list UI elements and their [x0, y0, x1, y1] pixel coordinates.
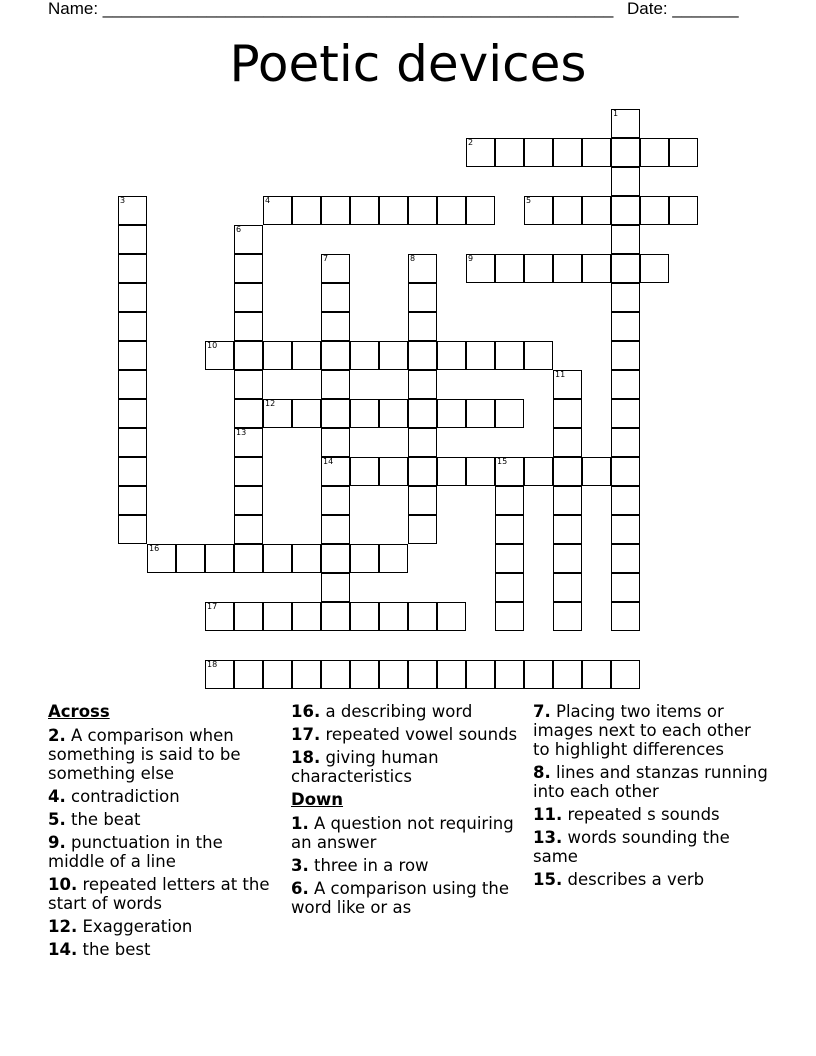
grid-cell[interactable]	[524, 341, 553, 370]
grid-cell[interactable]	[350, 544, 379, 573]
grid-cell[interactable]	[234, 399, 263, 428]
grid-cell[interactable]	[611, 254, 640, 283]
grid-cell[interactable]	[263, 399, 292, 428]
grid-cell[interactable]	[408, 486, 437, 515]
grid-cell[interactable]	[495, 341, 524, 370]
clue-across: 10. repeated letters at the start of words	[48, 875, 270, 913]
grid-cell[interactable]	[321, 196, 350, 225]
grid-cell[interactable]	[611, 109, 640, 138]
grid-cell[interactable]	[263, 602, 292, 631]
grid-cell[interactable]	[321, 341, 350, 370]
clues-column-3	[533, 702, 769, 893]
grid-cell[interactable]	[408, 196, 437, 225]
clue-number: 2	[468, 138, 474, 147]
grid-cell[interactable]	[379, 457, 408, 486]
clue-down: 11. repeated s sounds	[533, 805, 720, 824]
clue-down: 13. words sounding the same	[533, 828, 730, 866]
clue-down: 7. Placing two items or images next to each other to highlight differences	[533, 702, 751, 759]
grid-cell[interactable]	[234, 660, 263, 689]
grid-cell[interactable]	[495, 138, 524, 167]
grid-cell[interactable]	[205, 602, 234, 631]
grid-cell[interactable]	[234, 283, 263, 312]
grid-cell[interactable]	[437, 196, 466, 225]
grid-cell[interactable]	[321, 254, 350, 283]
grid-cell[interactable]	[437, 660, 466, 689]
grid-cell[interactable]	[379, 660, 408, 689]
grid-cell[interactable]	[205, 544, 234, 573]
grid-cell[interactable]	[553, 660, 582, 689]
grid-cell[interactable]	[466, 196, 495, 225]
clue-number: 9	[468, 254, 474, 263]
clue-across: 16. a describing word	[291, 702, 473, 721]
grid-cell[interactable]	[611, 196, 640, 225]
clue-across: 5. the beat	[48, 810, 141, 829]
grid-cell[interactable]	[263, 196, 292, 225]
grid-cell[interactable]	[553, 457, 582, 486]
grid-cell[interactable]	[553, 486, 582, 515]
grid-cell[interactable]	[118, 486, 147, 515]
name-field: Name: ______________________________________________________	[48, 0, 614, 18]
grid-cell[interactable]	[466, 341, 495, 370]
grid-cell[interactable]	[321, 312, 350, 341]
grid-cell[interactable]	[292, 399, 321, 428]
grid-cell[interactable]	[466, 254, 495, 283]
grid-cell[interactable]	[379, 196, 408, 225]
grid-cell[interactable]	[234, 370, 263, 399]
grid-cell[interactable]	[292, 544, 321, 573]
clue-down: 3. three in a row	[291, 856, 429, 875]
grid-cell[interactable]	[553, 573, 582, 602]
date-field: Date: _______	[627, 0, 739, 18]
grid-cell[interactable]	[234, 254, 263, 283]
grid-cell[interactable]	[408, 660, 437, 689]
grid-cell[interactable]	[611, 428, 640, 457]
grid-cell[interactable]	[553, 370, 582, 399]
grid-cell[interactable]	[640, 254, 669, 283]
grid-cell[interactable]	[437, 399, 466, 428]
clue-across: 4. contradiction	[48, 787, 180, 806]
grid-cell[interactable]	[524, 138, 553, 167]
grid-cell[interactable]	[350, 660, 379, 689]
grid-cell[interactable]	[321, 602, 350, 631]
grid-cell[interactable]	[437, 457, 466, 486]
grid-cell[interactable]	[263, 660, 292, 689]
grid-cell[interactable]	[118, 457, 147, 486]
grid-cell[interactable]	[234, 341, 263, 370]
grid-cell[interactable]	[611, 167, 640, 196]
grid-cell[interactable]	[553, 138, 582, 167]
clue-down: 15. describes a verb	[533, 870, 705, 889]
grid-cell[interactable]	[118, 341, 147, 370]
clue-down: 8. lines and stanzas running into each other	[533, 763, 768, 801]
clue-number: 5	[526, 196, 532, 205]
grid-cell[interactable]	[408, 515, 437, 544]
clue-number: 17	[207, 602, 218, 611]
grid-cell[interactable]	[350, 602, 379, 631]
grid-cell[interactable]	[611, 573, 640, 602]
grid-cell[interactable]	[118, 312, 147, 341]
grid-cell[interactable]	[118, 196, 147, 225]
clue-number: 8	[410, 254, 416, 263]
grid-cell[interactable]	[553, 399, 582, 428]
clue-across: 14. the best	[48, 940, 151, 959]
grid-cell[interactable]	[321, 486, 350, 515]
clues-column-2	[291, 702, 527, 921]
grid-cell[interactable]	[495, 544, 524, 573]
grid-cell[interactable]	[495, 602, 524, 631]
clue-number: 3	[120, 196, 126, 205]
clue-number: 16	[149, 544, 160, 553]
grid-cell[interactable]	[495, 515, 524, 544]
grid-cell[interactable]	[640, 196, 669, 225]
page-title: Poetic devices	[229, 35, 587, 93]
grid-cell[interactable]	[553, 515, 582, 544]
grid-cell[interactable]	[118, 399, 147, 428]
grid-cell[interactable]	[582, 138, 611, 167]
grid-cell[interactable]	[524, 660, 553, 689]
grid-cell[interactable]	[553, 602, 582, 631]
grid-cell[interactable]	[292, 602, 321, 631]
grid-cell[interactable]	[350, 341, 379, 370]
grid-cell[interactable]	[263, 544, 292, 573]
clue-number: 18	[207, 660, 218, 669]
grid-cell[interactable]	[321, 573, 350, 602]
clue-number: 14	[323, 457, 334, 466]
grid-cell[interactable]	[611, 312, 640, 341]
grid-cell[interactable]	[437, 602, 466, 631]
grid-cell[interactable]	[408, 283, 437, 312]
grid-cell[interactable]	[234, 515, 263, 544]
grid-cell[interactable]	[321, 399, 350, 428]
grid-cell[interactable]	[321, 544, 350, 573]
clue-number: 13	[236, 428, 247, 437]
grid-cell[interactable]	[321, 457, 350, 486]
grid-cell[interactable]	[321, 370, 350, 399]
clue-number: 7	[323, 254, 329, 263]
grid-cell[interactable]	[553, 544, 582, 573]
grid-cell[interactable]	[611, 544, 640, 573]
clue-number: 1	[613, 109, 619, 118]
grid-cell[interactable]	[611, 341, 640, 370]
grid-cell[interactable]	[611, 370, 640, 399]
grid-cell[interactable]	[205, 341, 234, 370]
grid-cell[interactable]	[292, 660, 321, 689]
clue-down: 1. A question not requiring an answer	[291, 814, 514, 852]
grid-cell[interactable]	[466, 138, 495, 167]
grid-cell[interactable]	[321, 660, 350, 689]
grid-cell[interactable]	[147, 544, 176, 573]
grid-cell[interactable]	[234, 602, 263, 631]
grid-cell[interactable]	[408, 457, 437, 486]
grid-cell[interactable]	[205, 660, 234, 689]
grid-cell[interactable]	[408, 602, 437, 631]
grid-cell[interactable]	[582, 457, 611, 486]
grid-cell[interactable]	[118, 283, 147, 312]
grid-cell[interactable]	[379, 399, 408, 428]
grid-cell[interactable]	[495, 254, 524, 283]
grid-cell[interactable]	[176, 544, 205, 573]
grid-cell[interactable]	[524, 457, 553, 486]
grid-cell[interactable]	[466, 457, 495, 486]
grid-cell[interactable]	[611, 225, 640, 254]
grid-cell[interactable]	[321, 428, 350, 457]
grid-cell[interactable]	[611, 138, 640, 167]
grid-cell[interactable]	[321, 283, 350, 312]
grid-cell[interactable]	[437, 341, 466, 370]
clue-across: 2. A comparison when something is said to be something else	[48, 726, 241, 783]
grid-cell[interactable]	[553, 428, 582, 457]
grid-cell[interactable]	[379, 602, 408, 631]
grid-cell[interactable]	[582, 660, 611, 689]
grid-cell[interactable]	[118, 428, 147, 457]
grid-cell[interactable]	[611, 515, 640, 544]
grid-cell[interactable]	[611, 457, 640, 486]
grid-cell[interactable]	[669, 196, 698, 225]
grid-cell[interactable]	[495, 457, 524, 486]
grid-cell[interactable]	[524, 196, 553, 225]
grid-cell[interactable]	[524, 254, 553, 283]
grid-cell[interactable]	[582, 196, 611, 225]
grid-cell[interactable]	[118, 225, 147, 254]
grid-cell[interactable]	[669, 138, 698, 167]
grid-cell[interactable]	[118, 370, 147, 399]
grid-cell[interactable]	[321, 515, 350, 544]
grid-cell[interactable]	[234, 486, 263, 515]
grid-cell[interactable]	[582, 254, 611, 283]
clue-number: 12	[265, 399, 276, 408]
grid-cell[interactable]	[118, 515, 147, 544]
grid-cell[interactable]	[553, 196, 582, 225]
across-heading: Across	[48, 702, 110, 721]
grid-cell[interactable]	[379, 341, 408, 370]
grid-cell[interactable]	[553, 254, 582, 283]
clues-column-1	[48, 702, 284, 963]
grid-cell[interactable]	[292, 341, 321, 370]
down-heading: Down	[291, 790, 344, 809]
grid-cell[interactable]	[350, 457, 379, 486]
grid-cell[interactable]	[263, 341, 292, 370]
grid-cell[interactable]	[234, 312, 263, 341]
grid-cell[interactable]	[234, 457, 263, 486]
clue-down: 6. A comparison using the word like or as	[291, 879, 510, 917]
grid-cell[interactable]	[234, 428, 263, 457]
grid-cell[interactable]	[379, 544, 408, 573]
clue-across: 9. punctuation in the middle of a line	[48, 833, 223, 871]
clue-number: 11	[555, 370, 566, 379]
grid-cell[interactable]	[466, 660, 495, 689]
grid-cell[interactable]	[495, 486, 524, 515]
clue-number: 6	[236, 225, 242, 234]
grid-cell[interactable]	[495, 399, 524, 428]
grid-cell[interactable]	[611, 486, 640, 515]
grid-cell[interactable]	[408, 341, 437, 370]
grid-cell[interactable]	[292, 196, 321, 225]
grid-cell[interactable]	[495, 660, 524, 689]
grid-cell[interactable]	[118, 254, 147, 283]
grid-cell[interactable]	[350, 196, 379, 225]
grid-cell[interactable]	[611, 660, 640, 689]
grid-cell[interactable]	[611, 283, 640, 312]
grid-cell[interactable]	[466, 399, 495, 428]
grid-cell[interactable]	[611, 602, 640, 631]
grid-cell[interactable]	[408, 370, 437, 399]
grid-cell[interactable]	[640, 138, 669, 167]
grid-cell[interactable]	[408, 312, 437, 341]
clue-number: 15	[497, 457, 508, 466]
grid-cell[interactable]	[408, 399, 437, 428]
clue-number: 10	[207, 341, 218, 350]
grid-cell[interactable]	[611, 399, 640, 428]
grid-cell[interactable]	[234, 544, 263, 573]
clue-number: 4	[265, 196, 271, 205]
clue-across: 12. Exaggeration	[48, 917, 193, 936]
grid-cell[interactable]	[408, 428, 437, 457]
clue-across: 17. repeated vowel sounds	[291, 725, 518, 744]
grid-cell[interactable]	[408, 254, 437, 283]
grid-cell[interactable]	[234, 225, 263, 254]
grid-cell[interactable]	[495, 573, 524, 602]
grid-cell[interactable]	[350, 399, 379, 428]
clue-across: 18. giving human characteristics	[291, 748, 439, 786]
